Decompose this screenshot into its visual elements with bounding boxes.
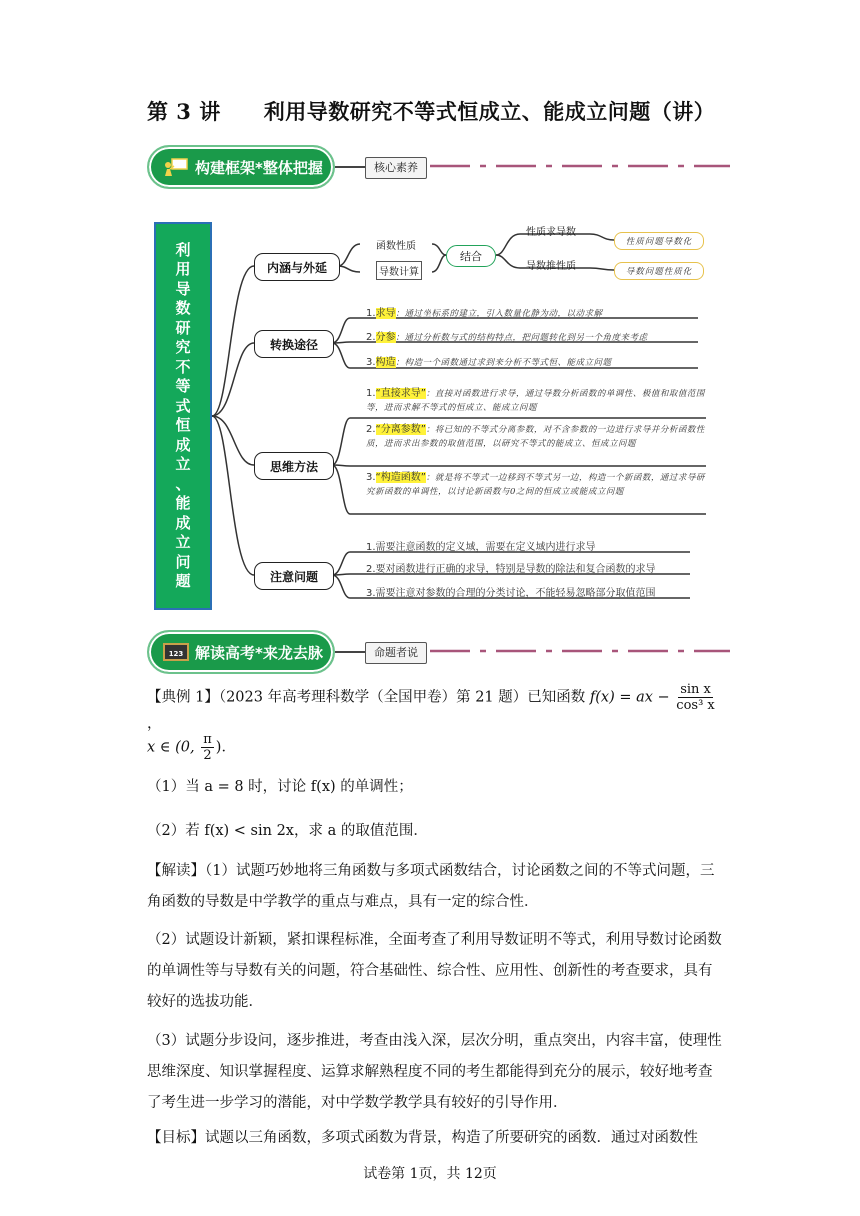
example-text: 【典例 1】（2023 年高考理科数学（全国甲卷）第 21 题）已知函数	[147, 689, 586, 706]
root-char: 用	[175, 260, 191, 278]
highlight-key: 分参	[375, 332, 396, 343]
question-2: （2）若 f(x) < sin 2x，求 a 的取值范围．	[147, 823, 428, 839]
item-text: ：构造一个函数通过求到来分析不等式恒、能成立问题	[395, 358, 612, 368]
root-char: 数	[175, 299, 191, 317]
mindmap-node-thinking: 思维方法	[254, 452, 334, 480]
page-footer: 试卷第 1页，共 12页	[363, 1166, 497, 1182]
highlight-key: “直接求导”	[375, 388, 426, 399]
root-char: 研	[175, 318, 191, 337]
mindmap-node-attention: 注意问题	[254, 562, 334, 590]
section-banner-exam	[147, 630, 335, 674]
root-char: 导	[175, 279, 191, 298]
banner-connector	[335, 166, 365, 168]
denominator: 2	[203, 748, 212, 763]
domain-prefix: x ∈ (0,	[147, 739, 195, 756]
attention-item-2: 2.要对函数进行正确的求导，特别是导数的除法和复合函数的求导	[366, 564, 656, 575]
pill-property-problem: 性质问题导数化	[614, 232, 704, 250]
denominator: cos³ x	[676, 698, 715, 713]
attention-item-3: 3.需要注意对参数的合理的分类讨论，不能轻易忽略部分取值范围	[366, 588, 656, 599]
method-item-1	[366, 387, 706, 415]
highlight-key: 构造	[375, 357, 396, 368]
blackboard-123-icon	[163, 642, 189, 662]
question-1: （1）当 a = 8 时，讨论 f(x) 的单调性；	[147, 779, 413, 795]
function-lhs: f(x) = ax −	[589, 689, 670, 706]
item-num: 1.	[366, 308, 376, 319]
leaf-function-property: 函数性质	[376, 241, 416, 252]
interpretation-1: 【解读】（1）试题巧妙地将三角函数与多项式函数结合，讨论函数之间的不等式问题，三角函数的导数是中学教学的重点与难点，具有一定的综合性．	[147, 863, 715, 910]
method-item-2	[366, 423, 706, 451]
banner-label: 解读高考*来龙去脉	[195, 643, 323, 662]
item-text: ：就是将不等式一边移到不等式另一边，构造一个新函数，通过求导研究新函数的单调性，以讨论新函数与0之间的恒成立或能成立问题	[366, 473, 705, 497]
objective: 【目标】试题以三角函数，多项式函数为背景，构造了所要研究的函数．通过对函数性	[147, 1130, 698, 1146]
item-text: ：通过坐标系的建立，引入数量化静为动，以动求解	[395, 309, 603, 319]
root-char: 等	[175, 377, 191, 395]
item-num: 3.	[366, 472, 376, 483]
root-char: 式	[175, 396, 191, 415]
item-num: 3.	[366, 357, 376, 368]
root-char: 究	[175, 338, 191, 356]
interpretation-3: （3）试题分步设问，逐步推进，考查由浅入深，层次分明，重点突出，内容丰富，使理性思维深度、知识掌握程度、运算求解熟程度不同的考生都能得到充分的展示，较好地考查了考生进一步学习的潜能，对中学数学教学具有较好的引导作用．	[147, 1033, 722, 1111]
example-domain	[147, 732, 722, 763]
chalkboard-teacher-icon	[163, 157, 189, 177]
tag-core-literacy: 核心素养	[365, 157, 427, 179]
mindmap	[150, 222, 710, 612]
root-char: 成	[175, 435, 191, 454]
root-char: 能	[175, 494, 191, 512]
dash-line	[430, 164, 730, 169]
fraction-pi	[201, 732, 214, 763]
mindmap-connectors	[150, 222, 710, 612]
numerator: sin x	[680, 682, 711, 697]
method-item-3	[366, 471, 706, 499]
item-text: ：通过分析数与式的结构特点，把问题转化到另一个角度来考虑	[395, 333, 648, 343]
root-char: 恒	[175, 416, 191, 434]
tag-proposer: 命题者说	[365, 642, 427, 664]
item-num: 2.	[366, 332, 376, 343]
item-num: 1.	[366, 388, 376, 399]
transform-item-3	[366, 353, 612, 368]
highlight-key: 求导	[375, 308, 396, 319]
section-banner-framework	[147, 145, 335, 189]
leaf-derivative-to-property: 导数推性质	[526, 261, 576, 272]
page-title: 第 3 讲 利用导数研究不等式恒成立、能成立问题（讲）	[147, 99, 716, 124]
join-node: 结合	[446, 245, 496, 267]
transform-item-1	[366, 304, 603, 319]
highlight-key: “构造函数”	[375, 472, 426, 483]
root-char: 立	[175, 533, 191, 551]
fraction	[676, 682, 714, 713]
mindmap-node-connotation: 内涵与外延	[254, 253, 340, 281]
root-char: 立	[175, 455, 191, 473]
leaf-property-to-derivative: 性质求导数	[526, 227, 576, 238]
banner-connector	[335, 651, 365, 653]
example-heading: 【典例 1】（2023 年高考理科数学（全国甲卷）第 21 题）已知函数 f(x) = ax − $\frac{\text{sin x}}{\text{cos³ x}}$ ，	[147, 682, 715, 732]
item-text: ：将已知的不等式分离参数，对不含参数的一边进行求导并分析函数性质，进而求出参数的取值范围，以研究不等式的能成立、恒成立问题	[366, 425, 705, 449]
icon-text: 123	[168, 650, 184, 658]
root-char: 成	[175, 513, 191, 532]
root-char: 、	[175, 474, 191, 493]
root-char: 问	[175, 552, 191, 571]
transform-item-2	[366, 328, 648, 343]
banner-label: 构建框架*整体把握	[195, 158, 323, 177]
highlight-key: “分离参数”	[375, 424, 426, 435]
dash-line	[430, 649, 730, 654]
root-char: 利	[175, 240, 191, 259]
numerator: π	[203, 732, 212, 747]
item-num: 2.	[366, 424, 376, 435]
leaf-derivative-calc: 导数计算	[376, 261, 422, 280]
item-text: ：直接对函数进行求导，通过导数分析函数的单调性、极值和取值范围等，进而求解不等式的恒成立、能成立问题	[366, 389, 705, 413]
mindmap-node-transform: 转换途径	[254, 330, 334, 358]
root-char: 不	[175, 357, 191, 376]
root-char: 题	[175, 572, 191, 590]
domain-suffix: )．	[215, 739, 236, 756]
pill-derivative-problem: 导数问题性质化	[614, 262, 704, 280]
attention-item-1: 1.需要注意函数的定义域，需要在定义域内进行求导	[366, 542, 596, 553]
interpretation-2: （2）试题设计新颖，紧扣课程标准，全面考查了利用导数证明不等式，利用导数讨论函数的单调性等与导数有关的问题，符合基础性、综合性、应用性、创新性的考查要求，具有较好的选拔功能．	[147, 932, 722, 1010]
